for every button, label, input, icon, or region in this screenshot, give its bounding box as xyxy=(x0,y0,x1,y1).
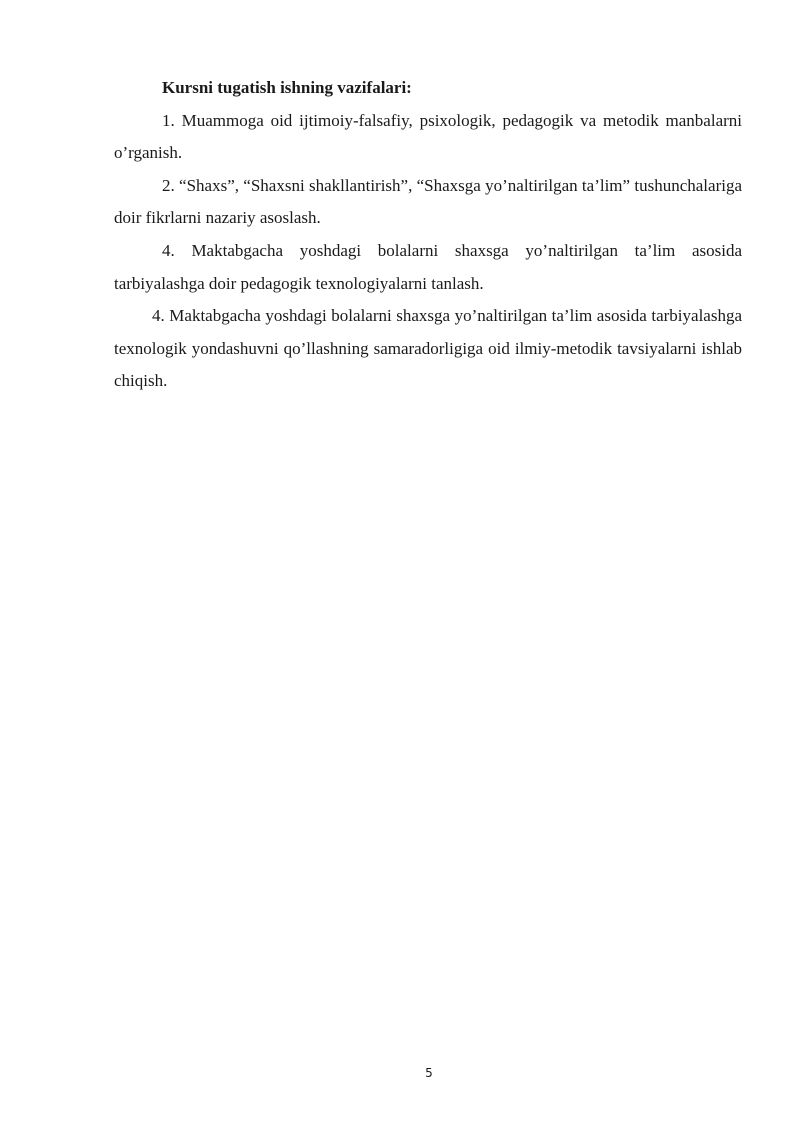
task-item-1: 1. Muammoga oid ijtimoiy-falsafiy, psixologik, pedagogik va metodik manbalarni o’rganish. xyxy=(114,110,742,163)
document-body xyxy=(114,72,742,398)
section-heading: Kursni tugatish ishning vazifalari: xyxy=(162,78,412,97)
task-item-3: 4. Maktabgacha yoshdagi bolalarni shaxsga yo’naltirilgan ta’lim asosida tarbiyalashga doir pedagogik texnologiyalarni tanlash. xyxy=(114,240,742,293)
task-item-2: 2. “Shaxs”, “Shaxsni shakllantirish”, “Shaxsga yo’naltirilgan ta’lim” tushunchalariga doir fikrlarni nazariy asoslash. xyxy=(114,175,742,228)
task-item-4: 4. Maktabgacha yoshdagi bolalarni shaxsga yo’naltirilgan ta’lim asosida tarbiyalashga texnologik yondashuvni qo’llashning samaradorligiga oid ilmiy-metodik tavsiyalarni ishlab chiqish. xyxy=(114,306,742,391)
page-number: 5 xyxy=(425,1066,433,1080)
